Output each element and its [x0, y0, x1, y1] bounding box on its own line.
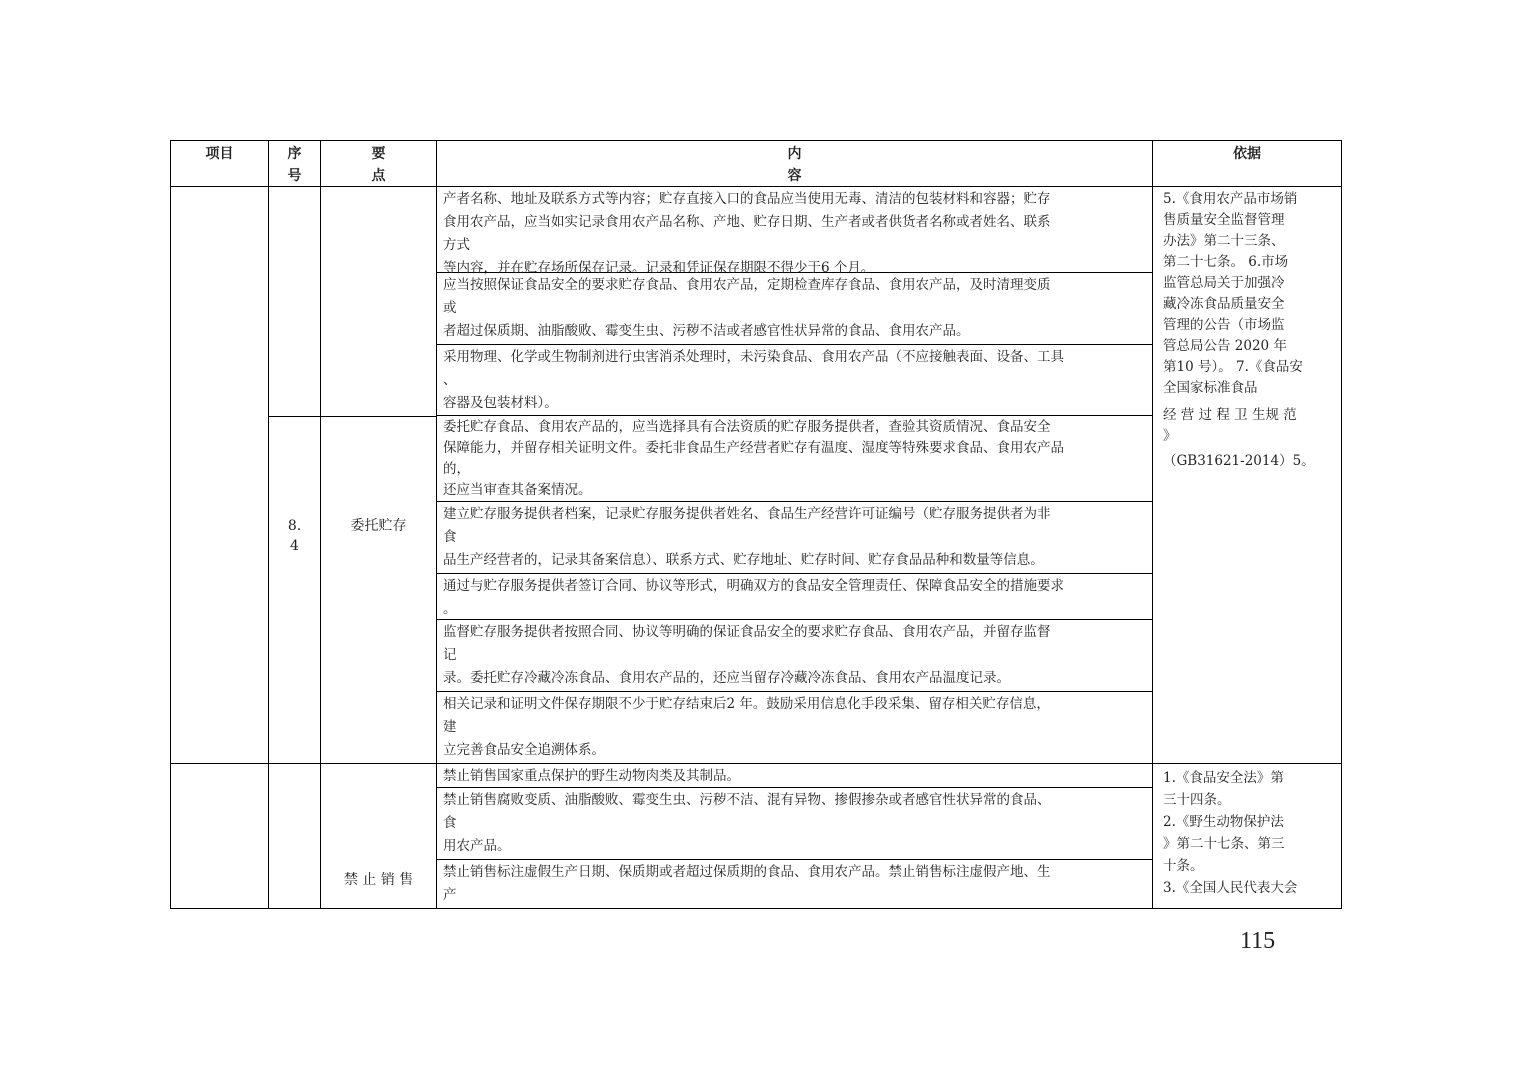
- content-line: 禁止销售标注虚假生产日期、保质期或者超过保质期的食品、食用农产品。禁止销售标注虚假产地、生: [443, 864, 1051, 880]
- content-line: 食: [443, 529, 457, 545]
- basis-line: 十条。: [1163, 858, 1204, 874]
- number-column: [269, 187, 321, 763]
- basis-line: 》第二十七条、第三: [1163, 836, 1285, 852]
- basis-cell: [1153, 187, 1342, 763]
- key-point-cell-upper: [321, 187, 436, 417]
- content-line: 通过与贮存服务提供者签订合同、协议等形式，明确双方的食品安全管理责任、保障食品安全的措施要求: [443, 578, 1064, 594]
- content-line: 监督贮存服务提供者按照合同、协议等明确的保证食品安全的要求贮存食品、食用农产品，并留存监督: [443, 624, 1051, 640]
- content-line: 录。委托贮存冷藏冷冻食品、食用农产品的，还应当留存冷藏冷冻食品、食用农产品温度记录。: [443, 670, 1010, 686]
- header-key-line1: 要: [371, 146, 386, 162]
- content-line: 保障能力，并留存相关证明文件。委托非食品生产经营者贮存有温度、湿度等特殊要求食品、食用农产品: [443, 440, 1064, 456]
- content-row: [437, 764, 1152, 788]
- section-prohibited-sales: [171, 764, 1342, 909]
- content-line: 相关记录和证明文件保存期限不少于贮存结束后2 年。鼓励采用信息化手段采集、留存相关贮存信息，: [443, 696, 1050, 712]
- content-line: 方式: [443, 237, 470, 253]
- content-row: [437, 416, 1152, 502]
- content-row: [437, 788, 1152, 860]
- header-project: [171, 141, 269, 186]
- content-column: [437, 764, 1153, 908]
- basis-line: 》: [1163, 428, 1177, 444]
- basis-line: 5.《食用农产品市场销: [1163, 191, 1298, 207]
- item-number: [269, 516, 320, 556]
- content-line: 。: [443, 601, 457, 617]
- key-point-cell-entrust: [321, 417, 436, 763]
- regulation-table: [170, 140, 1342, 909]
- content-row: [437, 620, 1152, 692]
- item-number-line2: 4: [290, 538, 299, 554]
- content-line: 品生产经营者的，记录其备案信息）、联系方式、贮存地址、贮存时间、贮存食品品种和数量等信息。: [443, 552, 1044, 568]
- basis-line: 经 营 过 程 卫 生规 范: [1163, 407, 1297, 423]
- content-line: 还应当审查其备案情况。: [443, 482, 592, 498]
- basis-line: 3.《全国人民代表大会: [1163, 880, 1298, 896]
- content-row: [437, 574, 1152, 620]
- item-number-line1: 8.: [287, 518, 302, 534]
- header-number-line2: 号: [287, 168, 302, 184]
- content-line: 建立贮存服务提供者档案，记录贮存服务提供者姓名、食品生产经营许可证编号（贮存服务提供者为非: [443, 506, 1051, 522]
- content-row: [437, 502, 1152, 574]
- key-point-column: [321, 187, 437, 763]
- content-line: 建: [443, 719, 457, 735]
- content-line: 、: [443, 372, 457, 388]
- content-line: 等内容，并在贮存场所保存记录。记录和凭证保存期限不得少于6 个月。: [443, 260, 875, 276]
- content-line: 的，: [443, 461, 470, 477]
- content-line: 应当按照保证食品安全的要求贮存食品、食用农产品，定期检查库存食品、食用农产品，及时清理变质: [443, 277, 1051, 293]
- content-row: [437, 187, 1152, 276]
- section-storage: [171, 187, 1342, 764]
- table-header: [171, 141, 1342, 187]
- content-column: [437, 187, 1153, 763]
- basis-line: 藏冷冻食品质量安全: [1163, 296, 1285, 312]
- number-cell-8-4: [269, 417, 320, 763]
- basis-line: 第10 号）。 7.《食品安: [1163, 359, 1303, 375]
- content-line: 产: [443, 887, 457, 903]
- number-cell-upper: [269, 187, 320, 417]
- basis-line: 第二十七条。 6.市场: [1163, 254, 1289, 270]
- content-row: [437, 273, 1152, 345]
- content-line: 禁止销售国家重点保护的野生动物肉类及其制品。: [443, 768, 740, 784]
- basis-line: 管总局公告 2020 年: [1163, 338, 1287, 354]
- header-key-point: [321, 141, 437, 186]
- content-row: [437, 345, 1152, 416]
- header-content: [437, 141, 1153, 186]
- content-line: 委托贮存食品、食用农产品的，应当选择具有合法资质的贮存服务提供者，查验其资质情况、食品安全: [443, 419, 1051, 435]
- content-line: 记: [443, 647, 457, 663]
- content-row: [437, 692, 1152, 763]
- number-cell: [269, 764, 321, 908]
- key-point-prohibit-sales: 禁 止 销 售: [343, 872, 414, 888]
- basis-line: 管理的公告（市场监: [1163, 317, 1285, 333]
- project-cell: [171, 187, 269, 763]
- basis-line: 办法》第二十三条、: [1163, 233, 1285, 249]
- basis-line: 售质量安全监督管理: [1163, 212, 1285, 228]
- key-point-entrust-storage: 委托贮存: [350, 518, 407, 534]
- basis-line: 三十四条。: [1163, 792, 1231, 808]
- header-content-line2: 容: [787, 168, 802, 184]
- content-line: 禁止销售腐败变质、油脂酸败、霉变生虫、污秽不洁、混有异物、掺假掺杂或者感官性状异常的食品、: [443, 792, 1051, 808]
- basis-line: 1.《食品安全法》第: [1163, 770, 1284, 786]
- header-number-line1: 序: [287, 146, 302, 162]
- content-line: 食用农产品，应当如实记录食用农产品名称、产地、贮存日期、生产者或者供货者名称或者姓名、联系: [443, 214, 1051, 230]
- content-row: [437, 860, 1152, 908]
- header-number: [269, 141, 321, 186]
- content-line: 容器及包装材料）。: [443, 395, 558, 411]
- content-line: 立完善食品安全追溯体系。: [443, 742, 605, 758]
- basis-line: 全国家标准食品: [1163, 380, 1258, 396]
- content-line: 者超过保质期、油脂酸败、霉变生虫、污秽不洁或者感官性状异常的食品、食用农产品。: [443, 323, 970, 339]
- page-number: 115: [1240, 928, 1276, 954]
- basis-cell: [1153, 764, 1342, 908]
- content-line: 产者名称、地址及联系方式等内容；贮存直接入口的食品应当使用无毒、清洁的包装材料和容器；贮存: [443, 191, 1051, 207]
- content-line: 采用物理、化学或生物制剂进行虫害消杀处理时，未污染食品、食用农产品（不应接触表面、设备、工具: [443, 349, 1064, 365]
- basis-line: （GB31621-2014）5。: [1163, 453, 1315, 469]
- header-content-line1: 内: [787, 146, 802, 162]
- project-cell: [171, 764, 269, 908]
- content-line: 用农产品。: [443, 838, 511, 854]
- header-basis: [1153, 141, 1342, 186]
- header-key-line2: 点: [371, 168, 386, 184]
- header-project-label: 项目: [205, 146, 234, 162]
- header-basis-label: 依据: [1233, 146, 1261, 162]
- basis-line: 监管总局关于加强冷: [1163, 275, 1285, 291]
- content-line: 或: [443, 300, 457, 316]
- basis-line: 2.《野生动物保护法: [1163, 814, 1284, 830]
- key-point-cell-prohibit: [321, 764, 437, 908]
- content-line: 食: [443, 815, 457, 831]
